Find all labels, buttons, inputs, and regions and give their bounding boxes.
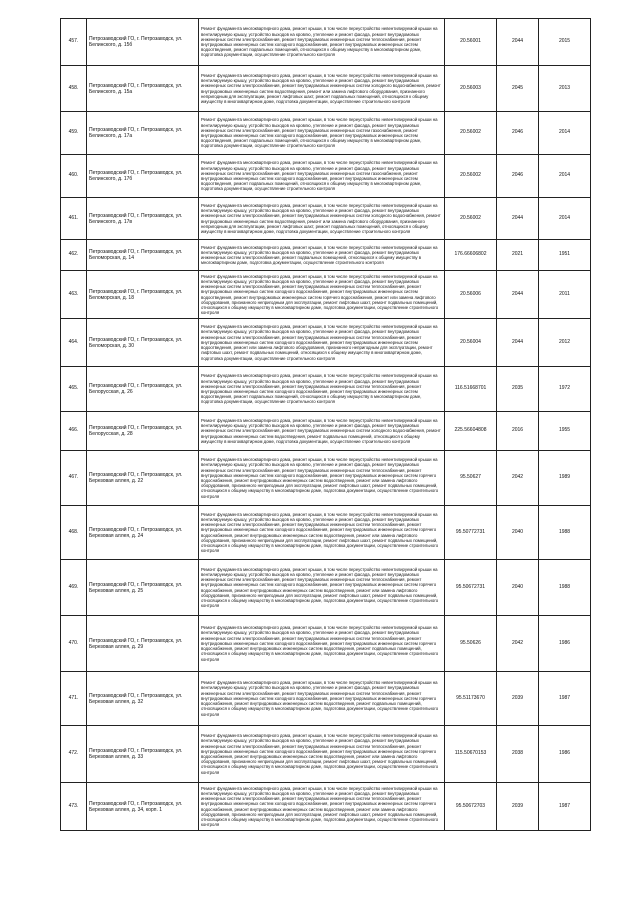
cost-value-cell: 20.56004 — [445, 319, 497, 367]
row-number: 464. — [61, 319, 87, 367]
works-description-cell: Ремонт фундамента многоквартирного дома, ремонт крыши, в том числе переустройство невентилируемой крыши на вентилируемую крышу, устройство выходов на кровлю, утепление и ремонт фасада, ремонт внутридомовых инженерных систем электроснабжения, ремонт внутридомовых инженерных систем холодного водоснабжения, ремонт внутридомовых инженерных систем водоотведения, ремонт или замена лифтового оборудования, признанного непригодным для эксплуатации, ремонт лифтовых шахт, ремонт подвальных помещений, относящихся к общему имуществу в многоквартирном доме, подготовка документации, осуществление строительного контроля — [199, 66, 445, 112]
build-year-cell: 2015 — [539, 19, 591, 66]
address-cell: Петрозаводский ГО, г. Петрозаводск, ул. Беломорская, д. 30 — [87, 319, 199, 367]
works-description-cell: Ремонт фундамента многоквартирного дома, ремонт крыши, в том числе переустройство невентилируемой крыши на вентилируемую крышу, устройство выходов на кровлю, утепление и ремонт фасада, ремонт внутридомовых инженерных систем электроснабжения, ремонт внутридомовых инженерных систем теплоснабжения, ремонт внутридомовых инженерных систем холодного водоснабжения, ремонт внутридомовых инженерных систем горячего водоснабжения, ремонт внутридомовых инженерных систем водоотведения, ремонт подвальных помещений, относящихся к общему имуществу в многоквартирном доме, подготовка документации, осуществление строительного контроля — [199, 672, 445, 726]
cost-value-cell: 95.50772731 — [445, 506, 497, 560]
row-number: 466. — [61, 412, 87, 451]
row-number: 462. — [61, 240, 87, 271]
row-number: 470. — [61, 616, 87, 672]
build-year-cell: 1989 — [539, 451, 591, 506]
planned-year-cell: 2040 — [497, 506, 539, 560]
table-row — [61, 66, 591, 112]
address-cell: Петрозаводский ГО, г. Петрозаводск, ул. Беломорская, д. 14 — [87, 240, 199, 271]
cost-value-cell: 20.56003 — [445, 66, 497, 112]
works-description-cell: Ремонт фундамента многоквартирного дома, ремонт крыши, в том числе переустройство невентилируемой крыши на вентилируемую крышу, устройство выходов на кровлю, утепление и ремонт фасада, ремонт внутридомовых инженерных систем электроснабжения, ремонт внутридомовых инженерных систем теплоснабжения, ремонт внутридомовых инженерных систем холодного водоснабжения, ремонт внутридомовых инженерных систем водоотведения, ремонт внутридомовых инженерных систем горячего водоснабжения, ремонт или замена лифтового оборудования, признанного непригодным для эксплуатации, ремонт лифтовых шахт, ремонт подвальных помещений, относящихся к общему имуществу в многоквартирном доме, подготовка документации, осуществление строительного контроля — [199, 271, 445, 319]
works-description-cell: Ремонт фундамента многоквартирного дома, ремонт крыши, в том числе переустройство невентилируемой крыши на вентилируемую крышу, устройство выходов на кровлю, утепление и ремонт фасада, ремонт внутридомовых инженерных систем электроснабжения, ремонт внутридомовых инженерных систем холодного водоснабжения, ремонт внутридомовых инженерных систем водоотведения, ремонт подвальных помещений, относящихся к общему имуществу в многоквартирном доме, подготовка документации, осуществление строительного контроля — [199, 412, 445, 451]
works-description-cell: Ремонт фундамента многоквартирного дома, ремонт крыши, в том числе переустройство невентилируемой крыши на вентилируемую крышу, устройство выходов на кровлю, утепление и ремонт фасада, ремонт внутридомовых инженерных систем электроснабжения, ремонт внутридомовых инженерных систем теплоснабжения, ремонт внутридомовых инженерных систем холодного водоснабжения, ремонт внутридомовых инженерных систем горячего водоснабжения, ремонт внутридомовых инженерных систем водоотведения, ремонт или замена лифтового оборудования, признанного непригодным для эксплуатации, ремонт лифтовых шахт, ремонт подвальных помещений, относящихся к общему имуществу в многоквартирном доме, подготовка документации, осуществление строительного контроля — [199, 451, 445, 506]
build-year-cell: 2014 — [539, 112, 591, 155]
planned-year-cell: 2035 — [497, 367, 539, 412]
build-year-cell: 1986 — [539, 616, 591, 672]
build-year-cell: 2011 — [539, 271, 591, 319]
table-row — [61, 19, 591, 66]
cost-value-cell: 225.56604808 — [445, 412, 497, 451]
build-year-cell: 2012 — [539, 319, 591, 367]
address-cell: Петрозаводский ГО, г. Петрозаводск, ул. Белорусская, д. 28 — [87, 412, 199, 451]
cost-value-cell: 95.50672703 — [445, 783, 497, 831]
works-description-cell: Ремонт фундамента многоквартирного дома, ремонт крыши, в том числе переустройство невентилируемой крыши на вентилируемую крышу, устройство выходов на кровлю, утепление и ремонт фасада, ремонт внутридомовых инженерных систем электроснабжения, ремонт внутридомовых инженерных систем теплоснабжения, ремонт внутридомовых инженерных систем холодного водоснабжения, ремонт внутридомовых инженерных систем горячего водоснабжения, ремонт внутридомовых инженерных систем водоотведения, ремонт или замена лифтового оборудования, признанного непригодным для эксплуатации, ремонт лифтовых шахт, ремонт подвальных помещений, относящихся к общему имуществу в многоквартирном доме, подготовка документации, осуществление строительного контроля — [199, 560, 445, 616]
address-cell: Петрозаводский ГО, г. Петрозаводск, ул. Белорусская, д. 26 — [87, 367, 199, 412]
table-row — [61, 198, 591, 240]
table-row — [61, 240, 591, 271]
cost-value-cell: 95.51173670 — [445, 672, 497, 726]
table-body — [61, 19, 591, 831]
planned-year-cell: 2044 — [497, 271, 539, 319]
address-cell: Петрозаводский ГО, г. Петрозаводск, ул. Березовая аллея, д. 34, корп. 1 — [87, 783, 199, 831]
build-year-cell: 1951 — [539, 240, 591, 271]
planned-year-cell: 2044 — [497, 19, 539, 66]
works-description-cell: Ремонт фундамента многоквартирного дома, ремонт крыши, в том числе переустройство невентилируемой крыши на вентилируемую крышу, устройство выходов на кровлю, утепление и ремонт фасада, ремонт внутридомовых инженерных систем электроснабжения, ремонт внутридомовых инженерных систем теплоснабжения, ремонт внутридомовых инженерных систем холодного водоснабжения, ремонт внутридомовых инженерных систем горячего водоснабжения, ремонт внутридомовых инженерных систем водоотведения, ремонт подвальных помещений, относящихся к общему имуществу в многоквартирном доме, подготовка документации, осуществление строительного контроля — [199, 616, 445, 672]
works-description-cell: Ремонт фундамента многоквартирного дома, ремонт крыши, в том числе переустройство невентилируемой крыши на вентилируемую крышу, устройство выходов на кровлю, утепление и ремонт фасада, ремонт внутридомовых инженерных систем электроснабжения, ремонт внутридомовых инженерных систем газоснабжения, ремонт внутридомовых инженерных систем холодного водоснабжения, ремонт внутридомовых инженерных систем водоотведения, ремонт подвальных помещений, относящихся к общему имуществу в многоквартирном доме, подготовка документации, осуществление строительного контроля — [199, 155, 445, 198]
planned-year-cell: 2038 — [497, 726, 539, 783]
build-year-cell: 1972 — [539, 367, 591, 412]
cost-value-cell: 115.50670153 — [445, 726, 497, 783]
program-table — [60, 18, 591, 831]
works-description-cell: Ремонт фундамента многоквартирного дома, ремонт крыши, в том числе переустройство невентилируемой крыши на вентилируемую крышу, устройство выходов на кровлю, утепление и ремонт фасада, ремонт внутридомовых инженерных систем электроснабжения, ремонт внутридомовых инженерных систем теплоснабжения, ремонт внутридомовых инженерных систем холодного водоснабжения, ремонт внутридомовых инженерных систем водоотведения, ремонт подвальных помещений, относящихся к общему имуществу в многоквартирном доме, подготовка документации, осуществление строительного контроля — [199, 19, 445, 66]
address-cell: Петрозаводский ГО, г. Петрозаводск, ул. Беломорская, д. 18 — [87, 271, 199, 319]
row-number: 458. — [61, 66, 87, 112]
planned-year-cell: 2042 — [497, 616, 539, 672]
document-page — [60, 18, 590, 831]
planned-year-cell: 2046 — [497, 112, 539, 155]
cost-value-cell: 20.56002 — [445, 112, 497, 155]
address-cell: Петрозаводский ГО, г. Петрозаводск, ул. Белинского, д. 15а — [87, 66, 199, 112]
planned-year-cell: 2046 — [497, 155, 539, 198]
address-cell: Петрозаводский ГО, г. Петрозаводск, ул. Белинского, д. 17в — [87, 198, 199, 240]
planned-year-cell: 2042 — [497, 451, 539, 506]
address-cell: Петрозаводский ГО, г. Петрозаводск, ул. Березовая аллея, д. 22 — [87, 451, 199, 506]
planned-year-cell: 2044 — [497, 319, 539, 367]
build-year-cell: 1988 — [539, 506, 591, 560]
cost-value-cell: 116.51668701 — [445, 367, 497, 412]
address-cell: Петрозаводский ГО, г. Петрозаводск, ул. Березовая аллея, д. 32 — [87, 672, 199, 726]
works-description-cell: Ремонт фундамента многоквартирного дома, ремонт крыши, в том числе переустройство невентилируемой крыши на вентилируемую крышу, устройство выходов на кровлю, утепление и ремонт фасада, ремонт внутридомовых инженерных систем электроснабжения, ремонт внутридомовых инженерных систем теплоснабжения, ремонт внутридомовых инженерных систем холодного водоснабжения, ремонт внутридомовых инженерных систем водоотведения, ремонт подвальных помещений, относящихся к общему имуществу в многоквартирном доме, подготовка документации, осуществление строительного контроля — [199, 367, 445, 412]
cost-value-cell: 20.56001 — [445, 19, 497, 66]
works-description-cell: Ремонт фундамента многоквартирного дома, ремонт крыши, в том числе переустройство невентилируемой крыши на вентилируемую крышу, устройство выходов на кровлю, утепление и ремонт фасада, ремонт внутридомовых инженерных систем электроснабжения, ремонт внутридомовых инженерных систем теплоснабжения, ремонт внутридомовых инженерных систем холодного водоснабжения, ремонт внутридомовых инженерных систем горячего водоснабжения, ремонт внутридомовых инженерных систем водоотведения, ремонт или замена лифтового оборудования, признанного непригодным для эксплуатации, ремонт лифтовых шахт, ремонт подвальных помещений, относящихся к общему имуществу в многоквартирном доме, подготовка документации, осуществление строительного контроля — [199, 726, 445, 783]
cost-value-cell: 20.56006 — [445, 271, 497, 319]
table-row — [61, 672, 591, 726]
build-year-cell: 1986 — [539, 726, 591, 783]
build-year-cell: 2014 — [539, 155, 591, 198]
row-number: 465. — [61, 367, 87, 412]
cost-value-cell: 20.56002 — [445, 198, 497, 240]
address-cell: Петрозаводский ГО, г. Петрозаводск, ул. Белинского, д. 17б — [87, 155, 199, 198]
row-number: 461. — [61, 198, 87, 240]
planned-year-cell: 2016 — [497, 412, 539, 451]
cost-value-cell: 176.66606802 — [445, 240, 497, 271]
row-number: 473. — [61, 783, 87, 831]
table-row — [61, 616, 591, 672]
address-cell: Петрозаводский ГО, г. Петрозаводск, ул. Березовая аллея, д. 33 — [87, 726, 199, 783]
table-row — [61, 367, 591, 412]
works-description-cell: Ремонт фундамента многоквартирного дома, ремонт крыши, в том числе переустройство невентилируемой крыши на вентилируемую крышу, устройство выходов на кровлю, утепление и ремонт фасада, ремонт внутридомовых инженерных систем электроснабжения, ремонт внутридомовых инженерных систем газоснабжения, ремонт внутридомовых инженерных систем холодного водоснабжения, ремонт внутридомовых инженерных систем водоотведения, ремонт подвальных помещений, относящихся к общему имуществу в многоквартирном доме, подготовка документации, осуществление строительного контроля — [199, 112, 445, 155]
address-cell: Петрозаводский ГО, г. Петрозаводск, ул. Березовая аллея, д. 29 — [87, 616, 199, 672]
row-number: 460. — [61, 155, 87, 198]
row-number: 471. — [61, 672, 87, 726]
build-year-cell: 1988 — [539, 560, 591, 616]
table-row — [61, 271, 591, 319]
table-row — [61, 412, 591, 451]
address-cell: Петрозаводский ГО, г. Петрозаводск, ул. Березовая аллея, д. 25 — [87, 560, 199, 616]
row-number: 457. — [61, 19, 87, 66]
row-number: 463. — [61, 271, 87, 319]
works-description-cell: Ремонт фундамента многоквартирного дома, ремонт крыши, в том числе переустройство невентилируемой крыши на вентилируемую крышу, устройство выходов на кровлю, утепление и ремонт фасада, ремонт внутридомовых инженерных систем электроснабжения, ремонт внутридомовых инженерных систем теплоснабжения, ремонт внутридомовых инженерных систем холодного водоснабжения, ремонт внутридомовых инженерных систем водоотведения, ремонт или замена лифтового оборудования, признанного непригодным для эксплуатации, ремонт лифтовых шахт, ремонт подвальных помещений, относящихся к общему имуществу в многоквартирном доме, подготовка документации, осуществление строительного контроля — [199, 319, 445, 367]
table-row — [61, 783, 591, 831]
works-description-cell: Ремонт фундамента многоквартирного дома, ремонт крыши, в том числе переустройство невентилируемой крыши на вентилируемую крышу, устройство выходов на кровлю, утепление и ремонт фасада, ремонт внутридомовых инженерных систем электроснабжения, ремонт внутридомовых инженерных систем холодного водоснабжения, ремонт внутридомовых инженерных систем водоотведения, ремонт или замена лифтового оборудования, признанного непригодным для эксплуатации, ремонт лифтовых шахт, ремонт подвальных помещений, относящихся к общему имуществу в многоквартирном доме, подготовка документации, осуществление строительного контроля — [199, 198, 445, 240]
table-row — [61, 112, 591, 155]
table-row — [61, 319, 591, 367]
table-row — [61, 451, 591, 506]
row-number: 468. — [61, 506, 87, 560]
row-number: 467. — [61, 451, 87, 506]
row-number: 459. — [61, 112, 87, 155]
address-cell: Петрозаводский ГО, г. Петрозаводск, ул. Березовая аллея, д. 24 — [87, 506, 199, 560]
cost-value-cell: 95.50626 — [445, 616, 497, 672]
works-description-cell: Ремонт фундамента многоквартирного дома, ремонт крыши, в том числе переустройство невентилируемой крыши на вентилируемую крышу, устройство выходов на кровлю, утепление и ремонт фасада, ремонт внутридомовых инженерных систем электроснабжения, ремонт подвальных помещений, относящихся к общему имуществу в многоквартирном доме, подготовка документации, осуществление строительного контроля — [199, 240, 445, 271]
planned-year-cell: 2039 — [497, 672, 539, 726]
table-row — [61, 506, 591, 560]
build-year-cell: 1987 — [539, 783, 591, 831]
build-year-cell: 2014 — [539, 198, 591, 240]
address-cell: Петрозаводский ГО, г. Петрозаводск, ул. Белинского, д. 15б — [87, 19, 199, 66]
planned-year-cell: 2044 — [497, 198, 539, 240]
planned-year-cell: 2040 — [497, 560, 539, 616]
cost-value-cell: 95.50627 — [445, 451, 497, 506]
row-number: 469. — [61, 560, 87, 616]
build-year-cell: 2013 — [539, 66, 591, 112]
cost-value-cell: 95.50672731 — [445, 560, 497, 616]
build-year-cell: 1955 — [539, 412, 591, 451]
row-number: 472. — [61, 726, 87, 783]
works-description-cell: Ремонт фундамента многоквартирного дома, ремонт крыши, в том числе переустройство невентилируемой крыши на вентилируемую крышу, устройство выходов на кровлю, утепление и ремонт фасада, ремонт внутридомовых инженерных систем электроснабжения, ремонт внутридомовых инженерных систем теплоснабжения, ремонт внутридомовых инженерных систем холодного водоснабжения, ремонт внутридомовых инженерных систем горячего водоснабжения, ремонт внутридомовых инженерных систем водоотведения, ремонт или замена лифтового оборудования, признанного непригодным для эксплуатации, ремонт лифтовых шахт, ремонт подвальных помещений, относящихся к общему имуществу в многоквартирном доме, подготовка документации, осуществление строительного контроля — [199, 506, 445, 560]
address-cell: Петрозаводский ГО, г. Петрозаводск, ул. Белинского, д. 17а — [87, 112, 199, 155]
planned-year-cell: 2039 — [497, 783, 539, 831]
build-year-cell: 1987 — [539, 672, 591, 726]
table-row — [61, 726, 591, 783]
planned-year-cell: 2021 — [497, 240, 539, 271]
cost-value-cell: 20.56002 — [445, 155, 497, 198]
table-row — [61, 155, 591, 198]
works-description-cell: Ремонт фундамента многоквартирного дома, ремонт крыши, в том числе переустройство невентилируемой крыши на вентилируемую крышу, устройство выходов на кровлю, утепление и ремонт фасада, ремонт внутридомовых инженерных систем электроснабжения, ремонт внутридомовых инженерных систем теплоснабжения, ремонт внутридомовых инженерных систем холодного водоснабжения, ремонт внутридомовых инженерных систем горячего водоснабжения, ремонт внутридомовых инженерных систем водоотведения, ремонт или замена лифтового оборудования, признанного непригодным для эксплуатации, ремонт лифтовых шахт, ремонт подвальных помещений, относящихся к общему имуществу в многоквартирном доме, подготовка документации, осуществление строительного контроля — [199, 783, 445, 831]
planned-year-cell: 2045 — [497, 66, 539, 112]
table-row — [61, 560, 591, 616]
